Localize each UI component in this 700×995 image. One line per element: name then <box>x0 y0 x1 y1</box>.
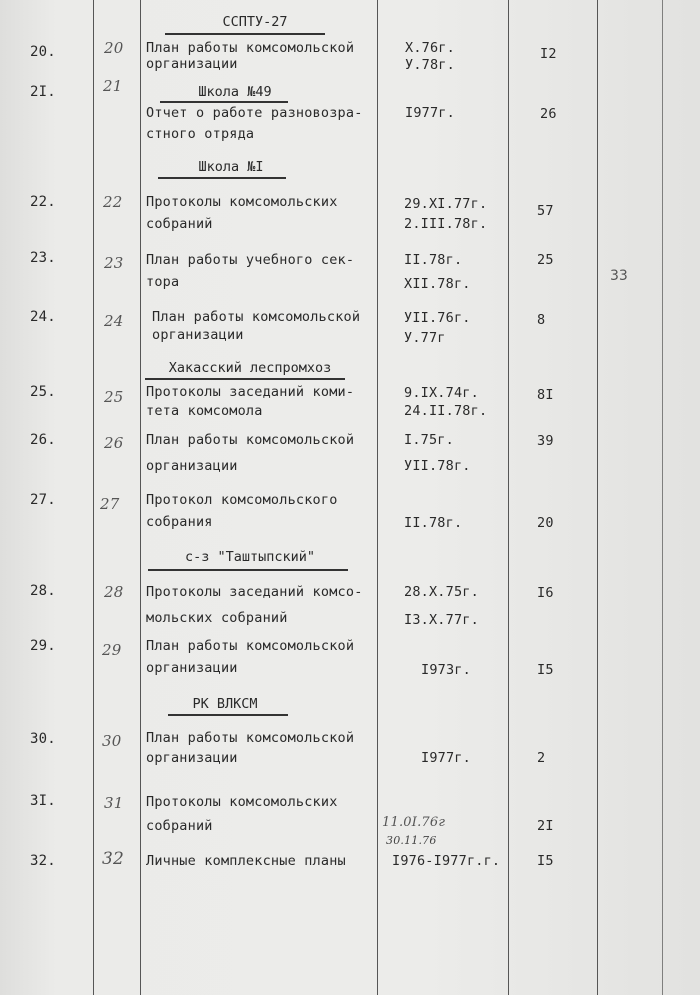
handwritten-date: 30.11.76 <box>386 834 437 847</box>
row-date: 28.X.75г. <box>404 584 479 600</box>
handwritten-number: 24 <box>104 312 124 330</box>
row-sheets: I6 <box>537 585 554 601</box>
row-number: 24. <box>30 309 56 325</box>
row-title-line: Отчет о работе разновозра- <box>146 105 363 121</box>
row-sheets: 8I <box>537 387 554 403</box>
row-date: I976-I977г.г. <box>392 853 501 869</box>
handwritten-date: 11.0I.76г <box>382 815 446 830</box>
handwritten-number: 20 <box>104 39 124 57</box>
column-rule <box>140 0 141 995</box>
row-sheets: 39 <box>537 433 554 449</box>
row-date: II.78г. <box>404 515 463 531</box>
section-underline <box>168 714 288 716</box>
row-date: 9.IX.74г. <box>404 385 479 401</box>
handwritten-number: 31 <box>104 794 124 812</box>
column-rule <box>377 0 378 995</box>
row-date: 29.XI.77г. <box>404 196 488 212</box>
row-title-line: стного отряда <box>146 126 255 142</box>
row-title-line: организации <box>146 750 238 766</box>
section-underline <box>158 177 286 179</box>
row-title-line: Протоколы заседаний комсо- <box>146 584 363 600</box>
row-number: 25. <box>30 384 56 400</box>
row-number: 23. <box>30 250 56 266</box>
handwritten-number: 22 <box>103 193 123 211</box>
row-title-line: собраний <box>146 818 213 834</box>
row-title-line: тета комсомола <box>146 403 263 419</box>
handwritten-number: 26 <box>104 434 124 452</box>
handwritten-number: 28 <box>104 583 124 601</box>
row-sheets: 25 <box>537 252 554 268</box>
row-title-line: План работы комсомольской <box>146 638 355 654</box>
section-heading: РК ВЛКСМ <box>192 696 258 712</box>
row-date: УII.76г. <box>404 310 471 326</box>
section-underline <box>145 378 345 380</box>
row-date: I977г. <box>405 105 455 121</box>
row-number: 32. <box>30 853 56 869</box>
row-date: У.77г <box>404 330 446 346</box>
section-heading: Школа №49 <box>198 84 272 100</box>
row-date: XII.78г. <box>404 276 471 292</box>
row-number: 29. <box>30 638 56 654</box>
row-number: 30. <box>30 731 56 747</box>
row-title-line: организации <box>146 458 238 474</box>
handwritten-number: 23 <box>104 254 124 272</box>
section-underline <box>160 101 288 103</box>
row-number: 2I. <box>30 84 56 100</box>
row-sheets: 2I <box>537 818 554 834</box>
row-title-line: План работы учебного сек- <box>146 252 355 268</box>
row-title-line: План работы комсомольской <box>146 40 355 56</box>
row-date: I977г. <box>421 750 471 766</box>
row-number: 27. <box>30 492 56 508</box>
column-rule <box>662 0 663 995</box>
row-date: I973г. <box>421 662 471 678</box>
row-title-line: тора <box>146 274 180 290</box>
row-sheets: 26 <box>540 106 557 122</box>
column-rule <box>93 0 94 995</box>
handwritten-number: 25 <box>104 388 124 406</box>
row-title-line: Личные комплексные планы <box>146 853 346 869</box>
row-title-line: План работы комсомольской <box>146 730 355 746</box>
handwritten-number: 21 <box>103 77 123 95</box>
side-note: 33 <box>610 268 628 284</box>
section-heading: ССПТУ-27 <box>222 14 288 30</box>
handwritten-number: 30 <box>102 732 122 750</box>
row-title-line: собрания <box>146 514 213 530</box>
row-title-line: собраний <box>146 216 213 232</box>
handwritten-number: 27 <box>100 495 120 513</box>
row-number: 22. <box>30 194 56 210</box>
row-date: I3.X.77г. <box>404 612 479 628</box>
row-number: 26. <box>30 432 56 448</box>
row-title-line: организации <box>152 327 244 343</box>
row-sheets: 2 <box>537 750 546 766</box>
row-title-line: План работы комсомольской <box>152 309 361 325</box>
row-title-line: Протоколы заседаний коми- <box>146 384 355 400</box>
row-sheets: 20 <box>537 515 554 531</box>
row-date: 24.II.78г. <box>404 403 488 419</box>
row-date: II.78г. <box>404 252 463 268</box>
row-sheets: I5 <box>537 853 554 869</box>
row-title-line: Протокол комсомольского <box>146 492 338 508</box>
row-number: 3I. <box>30 793 56 809</box>
row-number: 28. <box>30 583 56 599</box>
row-date: X.76г. <box>405 40 455 56</box>
row-sheets: I2 <box>540 46 557 62</box>
handwritten-number: 32 <box>102 849 125 869</box>
section-heading: Школа №I <box>198 159 264 175</box>
row-title-line: организации <box>146 56 238 72</box>
section-heading: Хакасский леспромхоз <box>168 360 332 376</box>
row-date: 2.III.78г. <box>404 216 488 232</box>
row-date: У.78г. <box>405 57 455 73</box>
section-heading: с-з "Таштыпский" <box>184 549 316 565</box>
row-title-line: Протоколы комсомольских <box>146 194 338 210</box>
handwritten-number: 29 <box>102 641 122 659</box>
column-rule <box>508 0 509 995</box>
row-number: 20. <box>30 44 56 60</box>
section-underline <box>148 569 348 571</box>
row-date: УII.78г. <box>404 458 471 474</box>
row-title-line: мольских собраний <box>146 610 288 626</box>
row-title-line: Протоколы комсомольских <box>146 794 338 810</box>
column-rule <box>597 0 598 995</box>
row-title-line: План работы комсомольской <box>146 432 355 448</box>
row-sheets: 57 <box>537 203 554 219</box>
row-sheets: I5 <box>537 662 554 678</box>
row-sheets: 8 <box>537 312 546 328</box>
section-underline <box>165 33 325 35</box>
row-date: I.75г. <box>404 432 454 448</box>
row-title-line: организации <box>146 660 238 676</box>
